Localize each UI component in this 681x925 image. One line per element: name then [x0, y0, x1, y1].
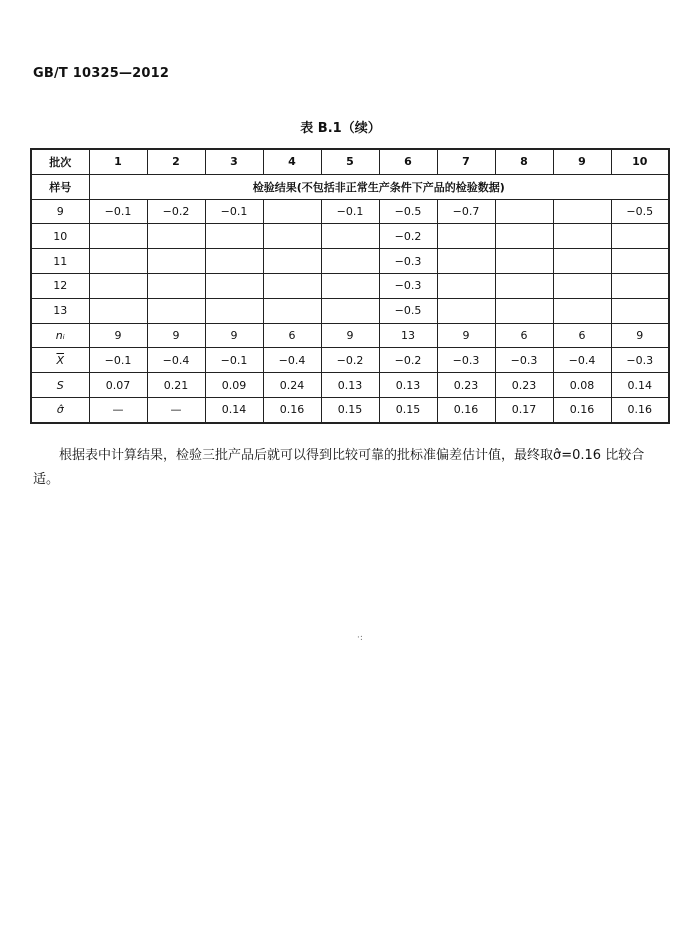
stat-cell: 0.16: [611, 397, 669, 422]
result-cell: [553, 199, 611, 224]
sample-number: 13: [31, 298, 89, 323]
stat-label: S: [31, 373, 89, 398]
stat-cell: 9: [205, 323, 263, 348]
result-cell: −0.2: [147, 199, 205, 224]
stat-cell: −0.1: [89, 348, 147, 373]
stat-cell: 0.23: [437, 373, 495, 398]
stat-cell: 0.21: [147, 373, 205, 398]
stat-cell: 0.15: [379, 397, 437, 422]
result-cell: [205, 224, 263, 249]
result-cell: [611, 298, 669, 323]
result-cell: −0.3: [379, 273, 437, 298]
result-cell: [89, 249, 147, 274]
result-cell: [321, 298, 379, 323]
result-cell: [553, 224, 611, 249]
stat-cell: 0.16: [553, 397, 611, 422]
stat-cell: 6: [495, 323, 553, 348]
result-cell: [553, 273, 611, 298]
result-cell: [495, 199, 553, 224]
batch-number: 5: [321, 149, 379, 174]
result-cell: [437, 224, 495, 249]
result-cell: [89, 298, 147, 323]
result-cell: [495, 224, 553, 249]
result-cell: [147, 273, 205, 298]
result-cell: [611, 273, 669, 298]
result-cell: [495, 298, 553, 323]
stray-mark: ·:: [357, 633, 363, 643]
batch-number: 9: [553, 149, 611, 174]
result-cell: −0.1: [89, 199, 147, 224]
stat-cell: 13: [379, 323, 437, 348]
stat-cell: —: [89, 397, 147, 422]
stat-cell: 0.14: [205, 397, 263, 422]
stat-label: σ̂: [31, 397, 89, 422]
result-cell: [147, 224, 205, 249]
stat-cell: −0.4: [553, 348, 611, 373]
batch-number: 3: [205, 149, 263, 174]
sigma-row: [31, 397, 669, 422]
n-row: [31, 323, 669, 348]
sample-number: 12: [31, 273, 89, 298]
table-title: 表 B.1（续）: [300, 121, 381, 136]
stat-cell: −0.2: [379, 348, 437, 373]
stat-cell: 0.15: [321, 397, 379, 422]
result-cell: [321, 224, 379, 249]
result-cell: [263, 273, 321, 298]
result-cell: [263, 298, 321, 323]
result-cell: [611, 224, 669, 249]
batch-number: 8: [495, 149, 553, 174]
stat-cell: 0.14: [611, 373, 669, 398]
s-row: [31, 373, 669, 398]
result-cell: [147, 249, 205, 274]
stat-cell: −0.3: [495, 348, 553, 373]
stat-cell: 9: [147, 323, 205, 348]
result-cell: −0.5: [611, 199, 669, 224]
batch-label: 批次: [31, 149, 89, 174]
stat-cell: 9: [611, 323, 669, 348]
sample-label: 样号: [31, 174, 89, 199]
batch-number: 4: [263, 149, 321, 174]
batch-number: 2: [147, 149, 205, 174]
batch-number: 7: [437, 149, 495, 174]
conclusion-paragraph: 根据表中计算结果，检验三批产品后就可以得到比较可靠的批标准偏差估计值，最终取σ̂=0.16 比较合适。: [33, 448, 645, 487]
stat-cell: −0.3: [611, 348, 669, 373]
stat-cell: 0.16: [263, 397, 321, 422]
table-row: [31, 249, 669, 274]
result-cell: [205, 273, 263, 298]
table-row: [31, 224, 669, 249]
result-cell: [205, 249, 263, 274]
result-cell: [553, 298, 611, 323]
results-caption: 检验结果(不包括非正常生产条件下产品的检验数据): [89, 174, 669, 199]
stat-cell: −0.2: [321, 348, 379, 373]
data-table: [30, 148, 670, 424]
result-cell: [553, 249, 611, 274]
result-cell: −0.5: [379, 199, 437, 224]
stat-label: $\overline{X}$: [31, 348, 89, 373]
result-cell: [89, 224, 147, 249]
result-cell: [437, 298, 495, 323]
stat-cell: 6: [553, 323, 611, 348]
result-cell: [321, 249, 379, 274]
standard-code: GB/T 10325—2012: [33, 66, 170, 81]
result-cell: [437, 273, 495, 298]
stat-cell: 9: [321, 323, 379, 348]
result-cell: [205, 298, 263, 323]
stat-cell: 6: [263, 323, 321, 348]
result-cell: [495, 273, 553, 298]
result-cell: −0.1: [321, 199, 379, 224]
stat-cell: 9: [89, 323, 147, 348]
stat-cell: 0.23: [495, 373, 553, 398]
result-cell: [495, 249, 553, 274]
stat-cell: 0.13: [379, 373, 437, 398]
result-cell: [263, 199, 321, 224]
result-cell: [89, 273, 147, 298]
table-row: [31, 199, 669, 224]
result-cell: [437, 249, 495, 274]
result-cell: [147, 298, 205, 323]
table-row: [31, 273, 669, 298]
subheader-row: [31, 174, 669, 199]
stat-cell: 0.09: [205, 373, 263, 398]
stat-cell: 0.08: [553, 373, 611, 398]
stat-cell: −0.3: [437, 348, 495, 373]
result-cell: −0.2: [379, 224, 437, 249]
stat-cell: 0.13: [321, 373, 379, 398]
result-cell: [321, 273, 379, 298]
stat-cell: 9: [437, 323, 495, 348]
result-cell: [263, 224, 321, 249]
mean-row: [31, 348, 669, 373]
sample-number: 10: [31, 224, 89, 249]
sample-number: 11: [31, 249, 89, 274]
result-cell: −0.5: [379, 298, 437, 323]
stat-cell: −0.1: [205, 348, 263, 373]
stat-cell: 0.17: [495, 397, 553, 422]
stat-cell: —: [147, 397, 205, 422]
result-cell: [611, 249, 669, 274]
stat-cell: 0.07: [89, 373, 147, 398]
batch-number: 10: [611, 149, 669, 174]
stat-cell: 0.16: [437, 397, 495, 422]
batch-number: 1: [89, 149, 147, 174]
header-row: [31, 149, 669, 174]
result-cell: [263, 249, 321, 274]
stat-label: nᵢ: [31, 323, 89, 348]
stat-cell: −0.4: [263, 348, 321, 373]
result-cell: −0.7: [437, 199, 495, 224]
result-cell: −0.1: [205, 199, 263, 224]
stat-cell: −0.4: [147, 348, 205, 373]
result-cell: −0.3: [379, 249, 437, 274]
stat-cell: 0.24: [263, 373, 321, 398]
table-row: [31, 298, 669, 323]
sample-number: 9: [31, 199, 89, 224]
batch-number: 6: [379, 149, 437, 174]
